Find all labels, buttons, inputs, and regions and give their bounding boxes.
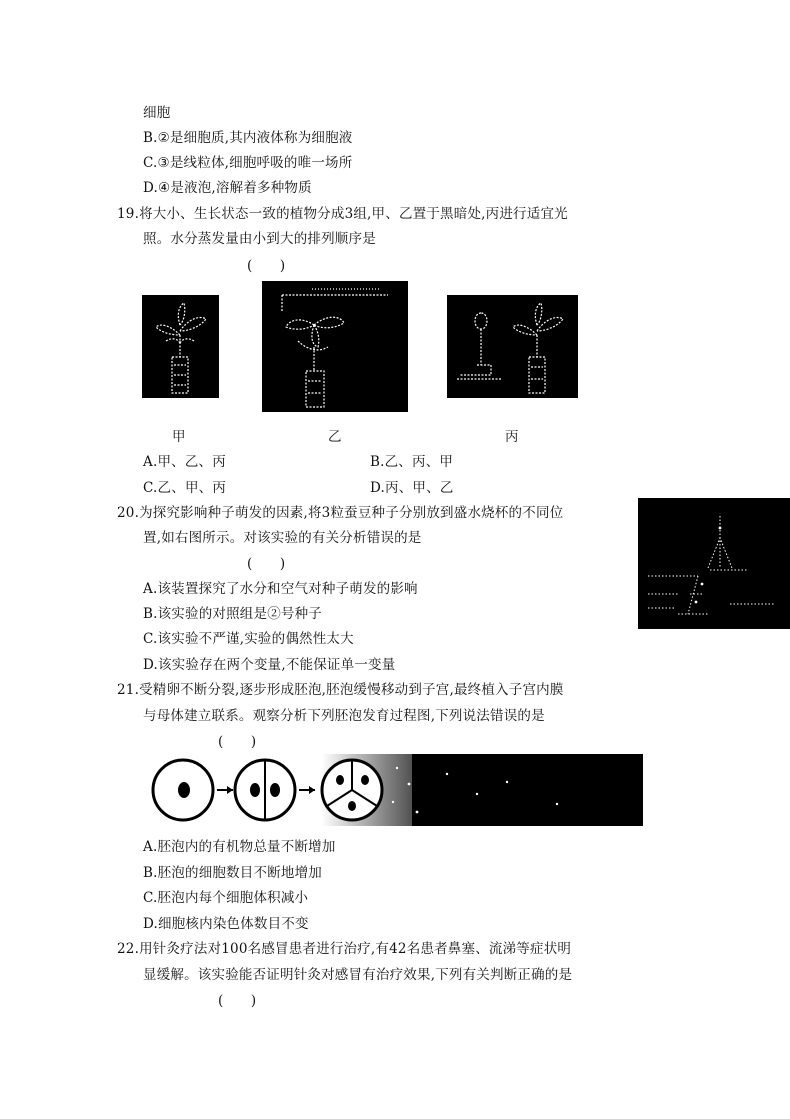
q20-figure-beaker bbox=[638, 498, 790, 629]
q19-figure-label-b: 乙 bbox=[328, 429, 342, 445]
q20-option-b: B.该实验的对照组是②号种子 bbox=[143, 606, 323, 622]
q21-stem-line1: 21.受精卵不断分裂,逐步形成胚泡,胚泡缓慢移动到子宫,最终植入子宫内膜 bbox=[117, 682, 564, 698]
q19-option-a: A.甲、乙、丙 bbox=[143, 454, 226, 470]
q22-answer-blank: ( ) bbox=[218, 993, 257, 1009]
q20-option-c: C.该实验不严谨,实验的偶然性太大 bbox=[143, 631, 354, 647]
q18-option-d: D.④是液泡,溶解着多种物质 bbox=[143, 180, 312, 196]
q19-stem-line2: 照。水分蒸发量由小到大的排列顺序是 bbox=[143, 231, 376, 247]
q21-stem-line2: 与母体建立联系。观察分析下列胚泡发育过程图,下列说法错误的是 bbox=[143, 708, 545, 724]
q20-option-a: A.该装置探究了水分和空气对种子萌发的影响 bbox=[143, 581, 418, 597]
q22-stem-line2: 显缓解。该实验能否证明针灸对感冒有治疗效果,下列有关判断正确的是 bbox=[143, 967, 573, 983]
q19-option-d: D.丙、甲、乙 bbox=[370, 480, 454, 496]
q20-stem-line1: 20.为探究影响种子萌发的因素,将3粒蚕豆种子分别放到盛水烧杯的不同位 bbox=[117, 505, 564, 521]
q18-option-b: B.②是细胞质,其内液体称为细胞液 bbox=[143, 130, 353, 146]
q19-option-c: C.乙、甲、丙 bbox=[143, 480, 227, 496]
q21-figure-embryo-development bbox=[147, 754, 643, 826]
q18-continuation: 细胞 bbox=[143, 105, 171, 121]
q19-option-b: B.乙、丙、甲 bbox=[370, 454, 454, 470]
q19-answer-blank: ( ) bbox=[247, 258, 286, 274]
q22-stem-line1: 22.用针灸疗法对100名感冒患者进行治疗,有42名患者鼻塞、流涕等症状明 bbox=[117, 941, 572, 957]
q19-figure-label-c: 丙 bbox=[505, 429, 519, 445]
q19-figure-plant-c bbox=[447, 295, 578, 398]
q21-option-b: B.胚泡的细胞数目不断地增加 bbox=[143, 865, 323, 881]
q18-option-c: C.③是线粒体,细胞呼吸的唯一场所 bbox=[143, 155, 353, 171]
q19-figure-plant-a bbox=[142, 295, 219, 398]
q20-stem-line2: 置,如右图所示。对该实验的有关分析错误的是 bbox=[143, 530, 422, 546]
q19-stem-line1: 19.将大小、生长状态一致的植物分成3组,甲、乙置于黑暗处,丙进行适宜光 bbox=[117, 206, 568, 222]
q21-option-c: C.胚泡内每个细胞体积减小 bbox=[143, 890, 309, 906]
q20-option-d: D.该实验存在两个变量,不能保证单一变量 bbox=[143, 657, 396, 673]
q21-option-d: D.细胞核内染色体数目不变 bbox=[143, 916, 309, 932]
q19-figure-label-a: 甲 bbox=[172, 429, 186, 445]
q19-figure-plant-b bbox=[262, 281, 408, 412]
q20-answer-blank: ( ) bbox=[247, 556, 286, 572]
q21-answer-blank: ( ) bbox=[218, 734, 257, 750]
q21-option-a: A.胚泡内的有机物总量不断增加 bbox=[143, 839, 336, 855]
